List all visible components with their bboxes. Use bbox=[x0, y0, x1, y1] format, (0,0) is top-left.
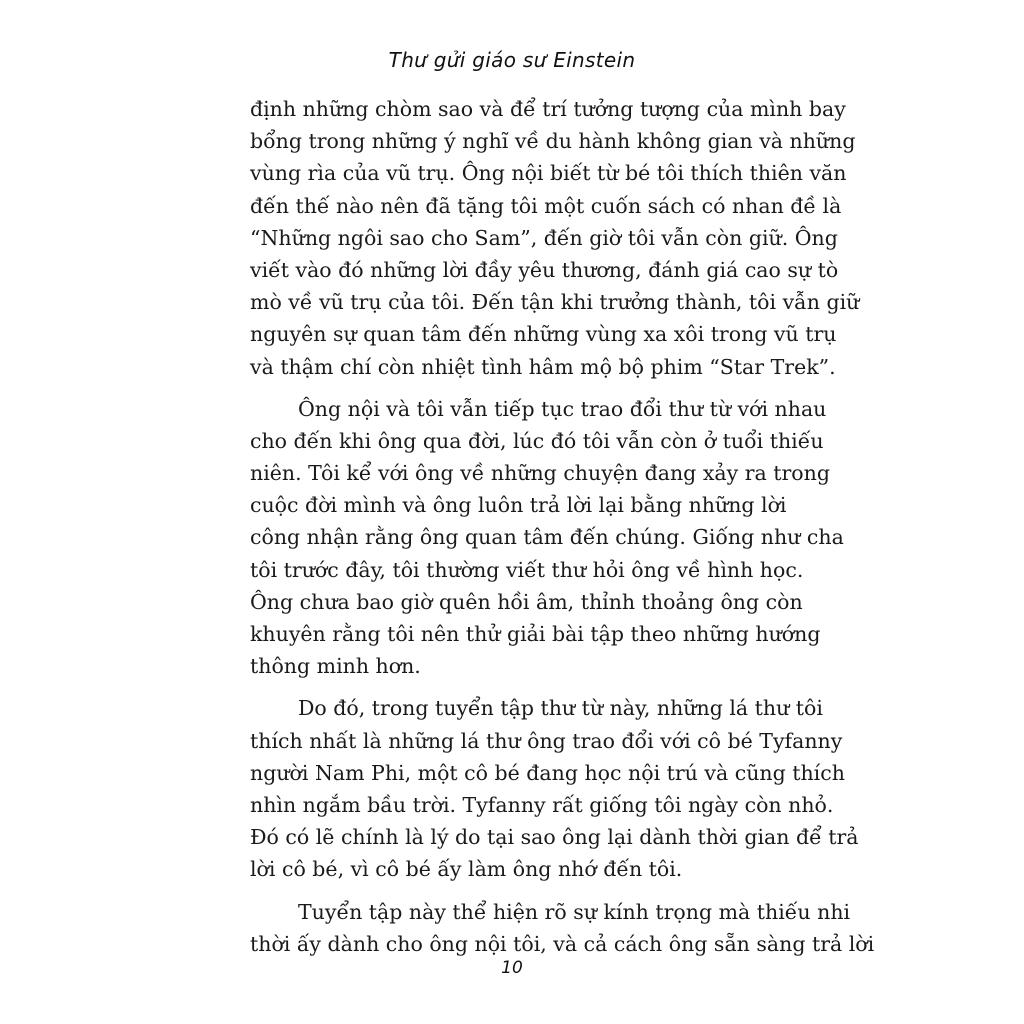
text-line: định những chòm sao và để trí tưởng tượng của mình bay bbox=[250, 97, 846, 121]
text-line: mò về vũ trụ của tôi. Đến tận khi trưởng thành, tôi vẫn giữ bbox=[250, 290, 860, 315]
text-line: khuyên rằng tôi nên thử giải bài tập theo những hướng bbox=[250, 622, 821, 646]
text-line: viết vào đó những lời đầy yêu thương, đánh giá cao sự tò bbox=[250, 257, 839, 282]
running-header-title: Thư gửi giáo sư Einstein bbox=[388, 48, 636, 72]
paragraph bbox=[250, 896, 875, 960]
text-line: thời ấy dành cho ông nội tôi, và cả cách ông sẵn sàng trả lời bbox=[250, 931, 875, 956]
text-line: công nhận rằng ông quan tâm đến chúng. Giống như cha bbox=[250, 525, 844, 550]
page-number: 10 bbox=[501, 958, 523, 978]
text-line: lời cô bé, vì cô bé ấy làm ông nhớ đến tôi. bbox=[250, 857, 683, 882]
paragraph bbox=[250, 692, 859, 885]
text-line: Ông nội và tôi vẫn tiếp tục trao đổi thư từ với nhau bbox=[298, 396, 827, 421]
text-line: Ông chưa bao giờ quên hồi âm, thỉnh thoảng ông còn bbox=[250, 589, 803, 614]
text-line: tôi trước đây, tôi thường viết thư hỏi ông về hình học. bbox=[250, 557, 804, 582]
text-line: cho đến khi ông qua đời, lúc đó tôi vẫn còn ở tuổi thiếu bbox=[250, 428, 824, 453]
paragraph bbox=[250, 93, 860, 383]
text-line: bổng trong những ý nghĩ về du hành không gian và những bbox=[250, 129, 856, 154]
text-line: Tuyển tập này thể hiện rõ sự kính trọng mà thiếu nhi bbox=[298, 899, 851, 924]
text-line: thích nhất là những lá thư ông trao đổi với cô bé Tyfanny bbox=[250, 728, 843, 753]
text-line: vùng rìa của vũ trụ. Ông nội biết từ bé tôi thích thiên văn bbox=[250, 161, 847, 186]
text-line: thông minh hơn. bbox=[250, 654, 421, 679]
text-line: Do đó, trong tuyển tập thư từ này, những lá thư tôi bbox=[298, 696, 823, 721]
text-line: nguyên sự quan tâm đến những vùng xa xôi trong vũ trụ bbox=[250, 322, 837, 347]
text-line: cuộc đời mình và ông luôn trả lời lại bằng những lời bbox=[250, 493, 787, 518]
text-line: “Những ngôi sao cho Sam”, đến giờ tôi vẫn còn giữ. Ông bbox=[250, 225, 838, 250]
text-line: niên. Tôi kể với ông về những chuyện đang xảy ra trong bbox=[250, 461, 830, 486]
text-line: đến thế nào nên đã tặng tôi một cuốn sách có nhan đề là bbox=[250, 193, 842, 218]
paragraph bbox=[250, 393, 844, 683]
text-line: Đó có lẽ chính là lý do tại sao ông lại dành thời gian để trả bbox=[250, 825, 859, 850]
body-text bbox=[250, 93, 875, 960]
text-line: nhìn ngắm bầu trời. Tyfanny rất giống tôi ngày còn nhỏ. bbox=[250, 792, 834, 817]
text-line: và thậm chí còn nhiệt tình hâm mộ bộ phim “Star Trek”. bbox=[250, 354, 836, 379]
text-line: người Nam Phi, một cô bé đang học nội trú và cũng thích bbox=[250, 760, 845, 785]
